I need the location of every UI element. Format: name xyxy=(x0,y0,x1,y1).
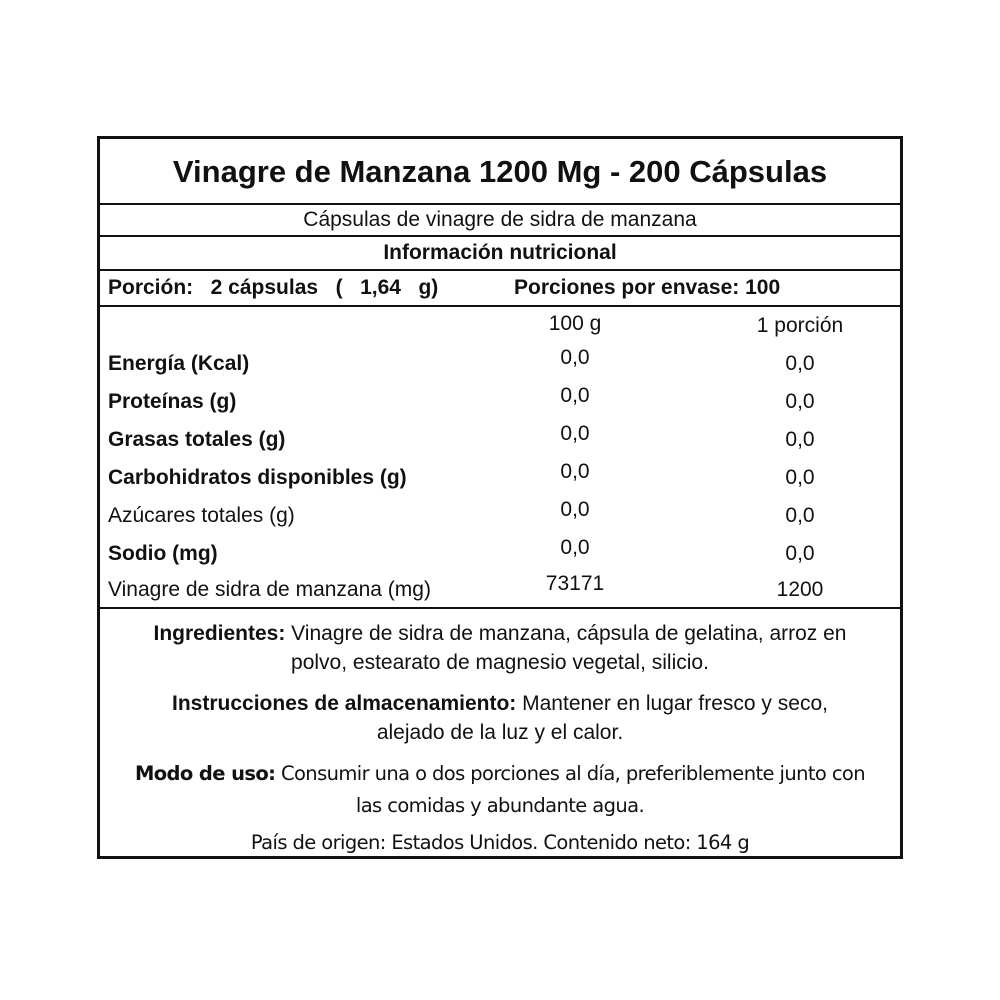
value-portion: 0,0 xyxy=(785,390,815,413)
label-footer xyxy=(100,609,900,859)
table-header-row xyxy=(100,307,900,345)
value-100g: 0,0 xyxy=(560,384,590,407)
ingredients-text-2: polvo, estearato de magnesio vegetal, silicio. xyxy=(291,651,709,674)
table-row xyxy=(100,421,900,459)
value-100g: 0,0 xyxy=(560,346,590,369)
value-100g: 0,0 xyxy=(560,422,590,445)
nutrient-name: Azúcares totales (g) xyxy=(108,504,295,527)
col-100g-header: 100 g xyxy=(548,312,602,335)
value-100g: 73171 xyxy=(545,572,605,595)
ingredients-paragraph xyxy=(100,619,900,677)
portion-row xyxy=(100,271,900,307)
origin-text: País de origen: Estados Unidos. Contenido neto: 164 g xyxy=(250,831,750,854)
product-title: Vinagre de Manzana 1200 Mg - 200 Cápsulas xyxy=(100,139,900,205)
usage-paragraph xyxy=(100,758,900,822)
table-row xyxy=(100,345,900,383)
nutrient-name: Vinagre de sidra de manzana (mg) xyxy=(108,578,431,601)
ingredients-text-1: Vinagre de sidra de manzana, cápsula de gelatina, arroz en xyxy=(285,622,847,645)
nutrition-label xyxy=(97,136,903,859)
value-100g: 0,0 xyxy=(560,536,590,559)
nutrient-name: Sodio (mg) xyxy=(108,542,218,565)
table-row xyxy=(100,383,900,421)
value-100g: 0,0 xyxy=(560,460,590,483)
usage-text-2: las comidas y abundante agua. xyxy=(355,794,645,817)
value-portion: 0,0 xyxy=(785,352,815,375)
portion-size: Porción: 2 cápsulas ( 1,64 g) xyxy=(108,276,439,299)
storage-label: Instrucciones de almacenamiento: xyxy=(172,692,517,715)
nutrient-name: Carbohidratos disponibles (g) xyxy=(108,466,407,489)
storage-text-1: Mantener en lugar fresco y seco, xyxy=(516,692,828,715)
value-100g: 0,0 xyxy=(560,498,590,521)
storage-text-2: alejado de la luz y el calor. xyxy=(376,721,624,744)
table-row xyxy=(100,497,900,535)
table-row xyxy=(100,459,900,497)
table-row xyxy=(100,535,900,573)
portions-per-container: Porciones por envase: 100 xyxy=(514,276,781,299)
nutrient-name: Energía (Kcal) xyxy=(108,352,250,375)
nutrient-name: Grasas totales (g) xyxy=(108,428,286,451)
ingredients-label: Ingredientes: xyxy=(153,622,286,645)
value-portion: 0,0 xyxy=(785,542,815,565)
value-portion: 0,0 xyxy=(785,466,815,489)
nutrient-name: Proteínas (g) xyxy=(108,390,237,413)
nutrition-table xyxy=(100,307,900,609)
product-subtitle: Cápsulas de vinagre de sidra de manzana xyxy=(100,205,900,237)
usage-label: Modo de uso: xyxy=(134,762,276,785)
value-portion: 1200 xyxy=(776,578,824,601)
col-portion-header: 1 porción xyxy=(756,314,844,337)
nutrition-info-header: Información nutricional xyxy=(100,237,900,271)
usage-text-1: Consumir una o dos porciones al día, preferiblemente junto con xyxy=(275,762,866,785)
value-portion: 0,0 xyxy=(785,428,815,451)
value-portion: 0,0 xyxy=(785,504,815,527)
table-row xyxy=(100,571,900,609)
storage-paragraph xyxy=(100,689,900,747)
